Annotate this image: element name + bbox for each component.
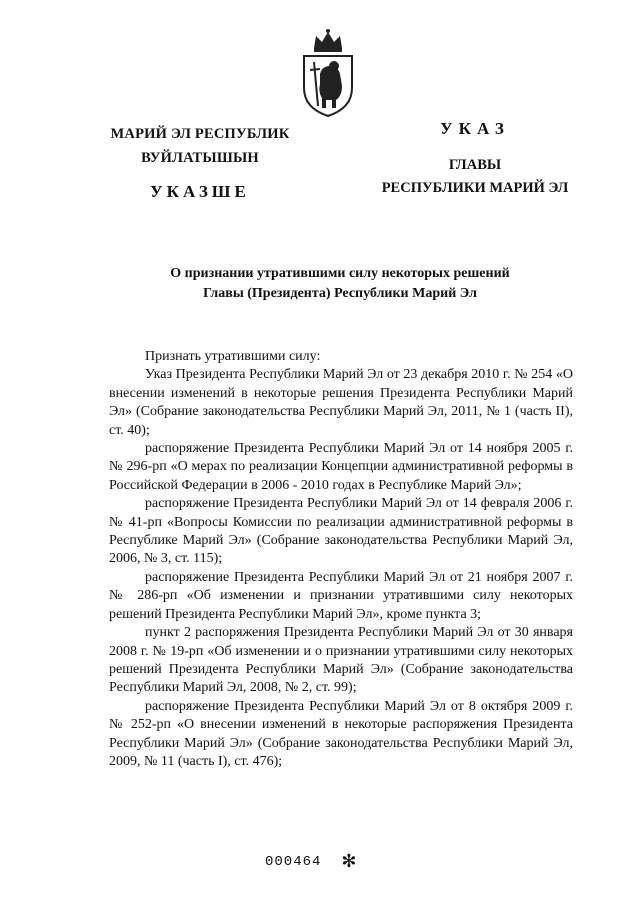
- header-right-line2: ГЛАВЫ: [448, 157, 502, 173]
- header-left-line3: УКАЗШЕ: [150, 182, 250, 201]
- header-left-line2: ВУЙЛАТЫШЫН: [141, 150, 259, 166]
- serial-number: 000464: [265, 853, 322, 870]
- header-left-line1: МАРИЙ ЭЛ РЕСПУБЛИК: [110, 126, 290, 142]
- paragraph: распоряжение Президента Республики Марий Эл от 14 февраля 2006 г. № 41-рп «Вопросы Комиссии по реализации административной реформы в Республике Марий Эл» (Собрание законодательства Республики Марий Эл, 2006, № 3, ст. 115);: [109, 496, 573, 567]
- document-title: [90, 264, 590, 304]
- header-left: [100, 122, 300, 204]
- header-right-line3: РЕСПУБЛИКИ МАРИЙ ЭЛ: [381, 180, 569, 196]
- paragraph: Указ Президента Республики Марий Эл от 23 декабря 2010 г. № 254 «О внесении изменений в некоторые решения Президента Республики Марий Эл» (Собрание законодательства Республики Марий Эл, 2011, № 1 (часть II), ст. 40);: [109, 367, 573, 438]
- footer: [265, 851, 358, 872]
- paragraph: распоряжение Президента Республики Марий Эл от 8 октября 2009 г. № 252-рп «О внесении изменений в некоторые распоряжения Президента Республики Марий Эл» (Собрание законодательства Республики Марий Эл, 2009, № 11 (часть I), ст. 476);: [109, 698, 573, 769]
- document-body: [109, 348, 573, 771]
- header-right-line1: УКАЗ: [440, 119, 510, 138]
- title-line2: Главы (Президента) Республики Марий Эл: [203, 286, 477, 301]
- header-right: [355, 116, 595, 200]
- paragraph: распоряжение Президента Республики Марий Эл от 14 ноября 2005 г. № 296-рп «О мерах по реализации Концепции административной реформы в Российской Федерации в 2006 - 2010 годах в Республике Марий Эл»;: [109, 441, 573, 493]
- paragraph: Признать утратившими силу:: [145, 349, 321, 364]
- coat-of-arms-icon: [300, 26, 356, 118]
- paragraph: пункт 2 распоряжения Президента Республики Марий Эл от 30 января 2008 г. № 19-рп «Об изменении и о признании утратившими силу некоторых решений Президента Республики Марий Эл» (Собрание законодательства Республики Марий Эл, 2008, № 2, ст. 99);: [109, 625, 573, 696]
- paragraph: распоряжение Президента Республики Марий Эл от 21 ноября 2007 г. № 286-рп «Об изменении и признании утратившими силу некоторых решений Президента Республики Марий Эл», кроме пункта 3;: [109, 569, 573, 622]
- asterisk-mark: ✻: [341, 851, 358, 872]
- title-line1: О признании утратившими силу некоторых решений: [170, 266, 510, 281]
